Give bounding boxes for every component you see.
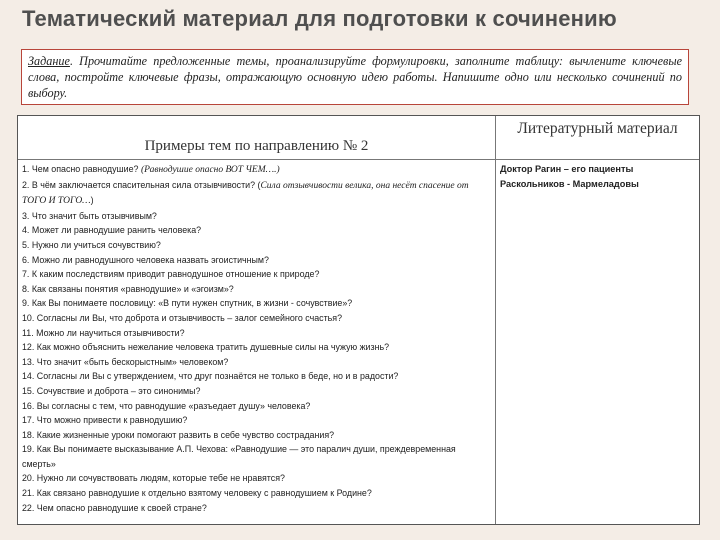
question-text: 14. Согласны ли Вы с утверждением, что друг познаётся не только в беде, но и в радости? xyxy=(22,371,399,382)
question-item xyxy=(22,501,491,516)
question-item xyxy=(22,282,491,297)
question-text: 10. Согласны ли Вы, что доброта и отзывчивость – залог семейного счастья? xyxy=(22,312,343,323)
question-item xyxy=(22,413,491,428)
question-item xyxy=(22,209,491,224)
question-text: 13. Что значит «быть бескорыстным» человеком? xyxy=(22,356,229,367)
question-item xyxy=(22,178,491,209)
question-text: 18. Какие жизненные уроки помогают развить в себе чувство сострадания? xyxy=(22,429,335,440)
header-topics: Примеры тем по направлению № 2 xyxy=(18,116,496,160)
topics-table xyxy=(17,115,700,525)
question-text: 22. Чем опасно равнодушие к своей стране? xyxy=(22,502,207,513)
question-item xyxy=(22,486,491,501)
question-text: 8. Как связаны понятия «равнодушие» и «эгоизм»? xyxy=(22,283,234,294)
question-text: 11. Можно ли научиться отзывчивости? xyxy=(22,327,185,338)
question-item xyxy=(22,369,491,384)
question-item xyxy=(22,355,491,370)
question-text: 17. Что можно привести к равнодушию? xyxy=(22,415,188,426)
question-tail: ) xyxy=(90,195,94,206)
question-text: 16. Вы согласны с тем, что равнодушие «разъедает душу» человека? xyxy=(22,400,311,411)
question-item xyxy=(22,311,491,326)
literary-item: Раскольников - Мармеладовы xyxy=(500,178,639,189)
question-item xyxy=(22,471,491,486)
task-label: Задание xyxy=(28,54,70,68)
question-text: 2. В чём заключается спасительная сила отзывчивости? ( xyxy=(22,179,261,190)
question-text: 6. Можно ли равнодушного человека назвать эгоистичным? xyxy=(22,254,269,265)
question-text: 5. Нужно ли учиться сочувствию? xyxy=(22,239,161,250)
task-box xyxy=(21,49,689,105)
question-text: 15. Сочувствие и доброта – это синонимы? xyxy=(22,385,201,396)
question-item xyxy=(22,296,491,311)
literary-item: Доктор Рагин – его пациенты xyxy=(500,164,634,174)
question-text: 12. Как можно объяснить нежелание человека тратить душевные силы на чужую жизнь? xyxy=(22,342,390,353)
question-item xyxy=(22,223,491,238)
question-hint: (Равнодушие опасно ВОТ ЧЕМ….) xyxy=(140,165,280,175)
question-item xyxy=(22,399,491,414)
page-title: Тематический материал для подготовки к сочинению xyxy=(22,6,617,31)
question-text: 19. Как Вы понимаете высказывание А.П. Чехова: «Равнодушие — это паралич души, преждевременная смерть» xyxy=(22,444,456,469)
question-text: 4. Может ли равнодушие ранить человека? xyxy=(22,225,202,236)
question-item xyxy=(22,384,491,399)
question-text: 3. Что значит быть отзывчивым? xyxy=(22,210,157,221)
question-item xyxy=(22,267,491,282)
question-item xyxy=(22,238,491,253)
question-hint: Сила отзывчивости велика, она несёт спасение от ТОГО И ТОГО… xyxy=(22,180,469,207)
question-text: 1. Чем опасно равнодушие? xyxy=(22,164,141,174)
question-item xyxy=(22,442,491,471)
questions-column xyxy=(18,160,496,524)
question-item xyxy=(22,326,491,341)
literary-column xyxy=(496,160,699,524)
question-text: 9. Как Вы понимаете пословицу: «В пути нужен спутник, в жизни - сочувствие»? xyxy=(22,298,353,309)
question-item xyxy=(22,253,491,268)
question-text: 21. Как связано равнодушие к отдельно взятому человеку с равнодушием к Родине? xyxy=(22,488,372,499)
task-text: . Прочитайте предложенные темы, проанализируйте формулировки, заполните таблицу: вычлените ключевые слова, постройте ключевые фразы, отражающую основную идею работы. Напишите одно или несколько сочинений по выбору. xyxy=(28,54,682,100)
question-item xyxy=(22,428,491,443)
question-text: 7. К каким последствиям приводит равнодушное отношение к природе? xyxy=(22,269,320,280)
question-item xyxy=(22,162,491,178)
question-text: 20. Нужно ли сочувствовать людям, которые тебе не нравятся? xyxy=(22,473,285,484)
header-literary-material: Литературный материал xyxy=(496,116,699,160)
question-item xyxy=(22,340,491,355)
